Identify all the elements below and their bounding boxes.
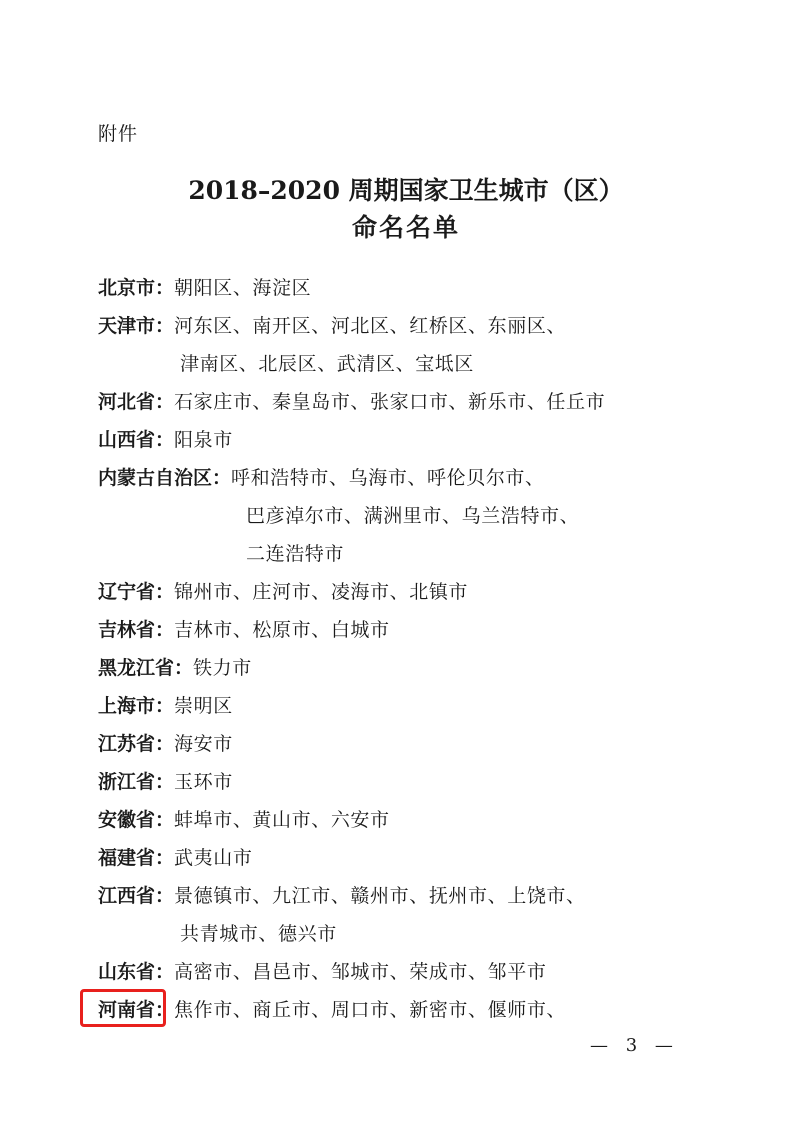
city-list-continuation: 津南区、北辰区、武清区、宝坻区 <box>180 353 475 375</box>
entry-row <box>98 995 566 1025</box>
province-label: 江苏省： <box>98 733 175 755</box>
entry-row <box>98 881 586 911</box>
city-list: 铁力市 <box>193 657 252 679</box>
entry-row <box>98 425 233 455</box>
city-list: 石家庄市、秦皇岛市、张家口市、新乐市、任丘市 <box>174 391 606 413</box>
city-list: 河东区、南开区、河北区、红桥区、东丽区、 <box>174 315 567 337</box>
entry-row <box>98 577 468 607</box>
province-label: 福建省： <box>98 847 175 869</box>
entry-row <box>98 691 233 721</box>
entry-row <box>98 805 390 835</box>
city-list: 吉林市、松原市、白城市 <box>174 619 390 641</box>
city-list-continuation: 巴彦淖尔市、满洲里市、乌兰浩特市、 <box>246 505 580 527</box>
province-label: 江西省： <box>98 885 175 907</box>
entry-row <box>98 843 252 873</box>
entry-row <box>98 729 233 759</box>
city-list-continuation: 二连浩特市 <box>246 543 345 565</box>
city-list: 海安市 <box>174 733 233 755</box>
entry-row <box>98 273 311 303</box>
city-list: 朝阳区、海淀区 <box>174 277 312 299</box>
province-label: 北京市： <box>98 277 175 299</box>
entry-row <box>98 767 233 797</box>
city-list: 崇明区 <box>174 695 233 717</box>
province-label: 河北省： <box>98 391 175 413</box>
attachment-label: 附件 <box>98 123 139 145</box>
city-list: 呼和浩特市、乌海市、呼伦贝尔市、 <box>231 467 545 489</box>
city-list: 蚌埠市、黄山市、六安市 <box>174 809 390 831</box>
entry-row <box>98 957 546 987</box>
document-title-line-1: 2018–2020 周期国家卫生城市（区） <box>188 176 624 205</box>
city-list: 焦作市、商丘市、周口市、新密市、偃师市、 <box>174 999 567 1021</box>
document-title-line-2: 命名名单 <box>351 213 460 242</box>
province-label: 山东省： <box>98 961 175 983</box>
city-list: 玉环市 <box>174 771 233 793</box>
city-list: 锦州市、庄河市、凌海市、北镇市 <box>174 581 469 603</box>
highlight-box <box>80 989 166 1027</box>
city-list: 高密市、昌邑市、邹城市、荣成市、邹平市 <box>174 961 547 983</box>
province-label: 山西省： <box>98 429 175 451</box>
province-label: 天津市： <box>98 315 175 337</box>
entry-row <box>98 653 252 683</box>
city-list-continuation: 共青城市、德兴市 <box>180 923 337 945</box>
city-list: 阳泉市 <box>174 429 233 451</box>
province-label: 黑龙江省： <box>98 657 194 679</box>
page-number: — 3 — <box>590 1035 679 1056</box>
province-label: 内蒙古自治区： <box>98 467 232 489</box>
city-list: 景德镇市、九江市、赣州市、抚州市、上饶市、 <box>174 885 586 907</box>
province-label: 吉林省： <box>98 619 175 641</box>
city-list: 武夷山市 <box>174 847 253 869</box>
province-label: 河南省： <box>98 999 175 1021</box>
entry-row <box>98 311 566 341</box>
province-label: 辽宁省： <box>98 581 175 603</box>
province-label: 上海市： <box>98 695 175 717</box>
entry-row <box>98 387 605 417</box>
entry-row <box>98 615 390 645</box>
province-label: 浙江省： <box>98 771 175 793</box>
province-label: 安徽省： <box>98 809 175 831</box>
entry-row <box>98 463 545 493</box>
